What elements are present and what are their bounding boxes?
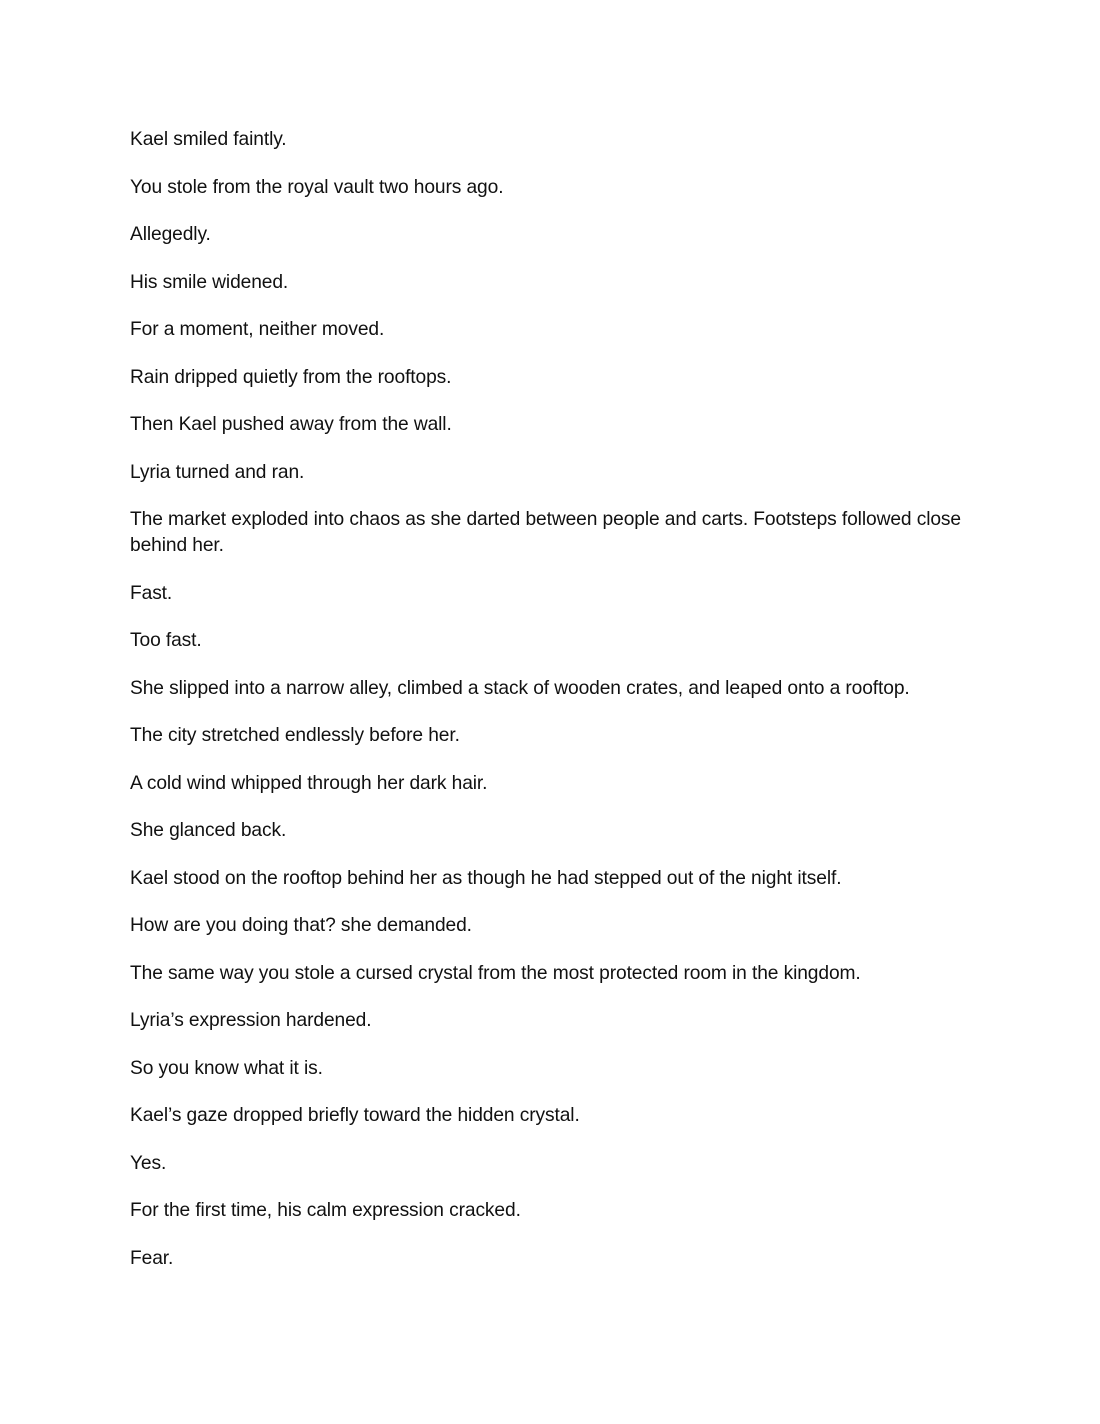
paragraph: Kael stood on the rooftop behind her as though he had stepped out of the night itself. (130, 867, 842, 889)
paragraph: She glanced back. (130, 820, 287, 841)
document-body (130, 127, 970, 1293)
paragraph: Then Kael pushed away from the wall. (130, 414, 452, 435)
paragraph: Lyria’s expression hardened. (130, 1010, 372, 1031)
paragraph: The market exploded into chaos as she darted between people and carts. Footsteps followed close behind her. (130, 509, 961, 556)
paragraph: How are you doing that? she demanded. (130, 915, 472, 936)
paragraph: Fear. (130, 1247, 174, 1269)
paragraph: A cold wind whipped through her dark hair. (130, 772, 488, 794)
paragraph: The city stretched endlessly before her. (130, 725, 460, 746)
paragraph: His smile widened. (130, 271, 289, 293)
paragraph: She slipped into a narrow alley, climbed a stack of wooden crates, and leaped onto a rooftop. (130, 677, 910, 699)
paragraph: Kael smiled faintly. (130, 129, 287, 150)
paragraph: Kael’s gaze dropped briefly toward the hidden crystal. (130, 1105, 580, 1126)
paragraph: So you know what it is. (130, 1057, 323, 1079)
paragraph: The same way you stole a cursed crystal from the most protected room in the kingdom. (130, 962, 861, 984)
paragraph: Yes. (130, 1152, 167, 1174)
paragraph: Lyria turned and ran. (130, 461, 305, 483)
paragraph: Allegedly. (130, 224, 211, 245)
paragraph: Fast. (130, 582, 173, 604)
paragraph: Rain dripped quietly from the rooftops. (130, 366, 452, 388)
paragraph: You stole from the royal vault two hours ago. (130, 176, 504, 198)
paragraph: Too fast. (130, 630, 202, 651)
paragraph: For a moment, neither moved. (130, 319, 385, 340)
paragraph: For the first time, his calm expression cracked. (130, 1200, 521, 1221)
